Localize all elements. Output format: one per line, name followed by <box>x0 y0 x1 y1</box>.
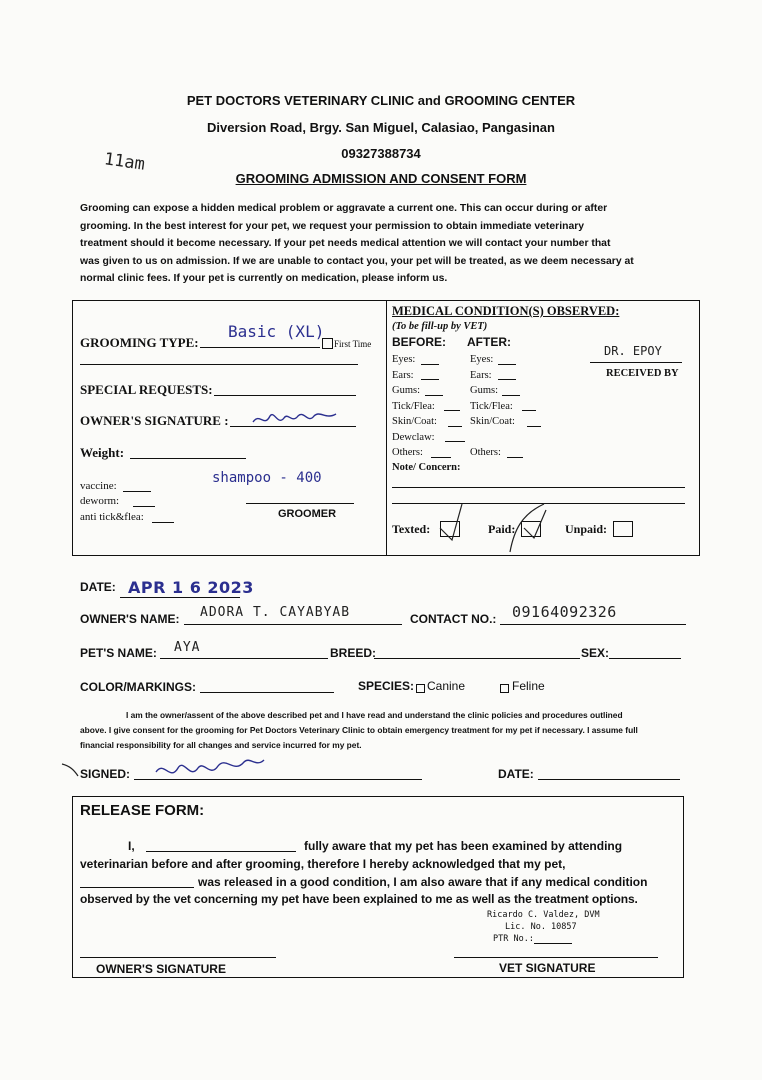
vaccine-label: vaccine: <box>80 480 117 492</box>
feline-label: Feline <box>512 679 545 693</box>
owner-signature-scribble <box>250 406 340 430</box>
received-by-name: DR. EPOY <box>604 344 662 358</box>
owner-signature-line[interactable] <box>80 957 276 958</box>
received-by-label: RECEIVED BY <box>606 368 679 379</box>
color-markings-field[interactable] <box>200 692 334 693</box>
first-time-checkbox[interactable] <box>322 338 333 349</box>
vet-lic-stamp: Lic. No. 10857 <box>505 922 577 932</box>
consent-line: I am the owner/assent of the above described pet and I have read and understand the clinic policies and procedures outlined <box>126 710 623 720</box>
deworm-label: deworm: <box>80 495 120 507</box>
before-item: Eyes: <box>392 354 416 365</box>
first-time-label: First Time <box>334 339 372 349</box>
release-line3: was released in a good condition, I am also aware that if any medical condition <box>198 875 648 889</box>
paid-label: Paid: <box>488 522 516 536</box>
release-i: I, <box>128 839 135 853</box>
groomer-field[interactable] <box>246 503 354 504</box>
pet-name-value[interactable]: AYA <box>174 640 201 655</box>
canine-checkbox[interactable] <box>416 684 425 693</box>
canine-label: Canine <box>427 679 466 693</box>
date-stamp[interactable]: APR 1 6 2023 <box>128 578 254 597</box>
owner-name-label: OWNER'S NAME: <box>80 612 180 626</box>
intro-line: grooming. In the best interest for your pet, we request your permission to obtain immediate veterinary <box>80 220 585 232</box>
after-item: Eyes: <box>470 354 494 365</box>
pet-name-label: PET'S NAME: <box>80 646 157 660</box>
contact-label: CONTACT NO.: <box>410 612 497 626</box>
clinic-phone: 09327388734 <box>341 146 421 161</box>
before-item: Dewclaw: <box>392 431 435 443</box>
after-item: Tick/Flea: <box>470 400 513 412</box>
signed-date-label: DATE: <box>498 767 534 781</box>
before-item: Skin/Coat: <box>392 416 437 427</box>
color-markings-label: COLOR/MARKINGS: <box>80 680 196 694</box>
consent-paragraph <box>80 708 690 753</box>
after-item: Skin/Coat: <box>470 416 515 427</box>
release-line1: fully aware that my pet has been examined by attending <box>304 839 623 853</box>
release-line4: observed by the vet concerning my pet have been explained to me as well as the treatment options. <box>80 892 638 906</box>
special-requests-field[interactable] <box>214 395 356 396</box>
after-list <box>470 352 515 461</box>
date-label: DATE: <box>80 580 116 594</box>
before-label: BEFORE: <box>392 335 446 349</box>
release-title: RELEASE FORM: <box>80 802 205 819</box>
release-name-field[interactable] <box>146 851 296 852</box>
consent-line: financial responsibility for all changes and service incurred for my pet. <box>80 740 362 750</box>
after-item: Ears: <box>470 369 492 381</box>
contact-value[interactable]: 09164092326 <box>512 603 617 621</box>
unpaid-label: Unpaid: <box>565 522 608 536</box>
sex-label: SEX: <box>581 646 610 660</box>
before-item: Ears: <box>392 369 414 381</box>
signed-label: SIGNED: <box>80 767 131 781</box>
intro-paragraph <box>80 200 690 288</box>
note-field[interactable] <box>392 487 685 488</box>
intro-line: Grooming can expose a hidden medical problem or aggravate a current one. This can occur during or after <box>80 203 608 214</box>
texted-label: Texted: <box>392 522 431 536</box>
weight-label: Weight: <box>80 445 125 460</box>
anti-tick-label: anti tick&flea: <box>80 511 144 523</box>
box-divider <box>386 300 387 556</box>
medical-subtitle: (To be fill-up by VET) <box>392 321 488 332</box>
release-line2: veterinarian before and after grooming, therefore I hereby acknowledged that my pet, <box>80 857 566 871</box>
before-item: Tick/Flea: <box>392 400 435 412</box>
vet-name-stamp: Ricardo C. Valdez, DVM <box>487 910 600 920</box>
special-requests-label: SPECIAL REQUESTS: <box>80 382 213 397</box>
after-item: Others: <box>470 447 501 458</box>
owner-signature-label: OWNER'S SIGNATURE : <box>80 413 229 428</box>
vet-signature-line[interactable] <box>454 957 658 958</box>
breed-field[interactable] <box>374 658 580 659</box>
vet-signature-caption: VET SIGNATURE <box>499 961 596 975</box>
intro-line: normal clinic fees. If your pet is currently on medication, please inform us. <box>80 273 448 284</box>
breed-label: BREED: <box>330 646 377 660</box>
owner-signature-caption: OWNER'S SIGNATURE <box>96 962 226 976</box>
owner-name-value[interactable]: ADORA T. CAYABYAB <box>200 605 351 620</box>
groomer-label: GROOMER <box>278 508 337 520</box>
intro-line: was given to us on admission. If we are unable to contact you, your pet will be treated, as we deem necessary at <box>80 255 634 267</box>
note-label: Note/ Concern: <box>392 462 461 473</box>
after-item: Gums: <box>470 385 499 396</box>
clinic-address: Diversion Road, Brgy. San Miguel, Calasiao, Pangasinan <box>207 120 555 135</box>
after-label: AFTER: <box>467 335 511 349</box>
unpaid-checkbox[interactable] <box>613 521 633 537</box>
release-pet-field[interactable] <box>80 887 194 888</box>
sex-field[interactable] <box>609 658 681 659</box>
before-item: Others: <box>392 447 423 458</box>
consent-line: above. I give consent for the grooming for Pet Doctors Veterinary Clinic to obtain emergency treatment for my pet if necessary. I assume full <box>80 725 638 735</box>
signed-scribble <box>60 752 270 788</box>
intro-line: treatment should it become necessary. If your pet needs medical attention we will contact your number that <box>80 238 611 249</box>
before-list <box>392 352 437 461</box>
vet-ptr-stamp: PTR No.: <box>493 934 534 944</box>
clinic-name: PET DOCTORS VETERINARY CLINIC and GROOMING CENTER <box>186 93 576 108</box>
checkmark-scribbles <box>434 500 564 558</box>
form-title: GROOMING ADMISSION AND CONSENT FORM <box>235 171 527 186</box>
grooming-type-value[interactable]: Basic (XL) <box>228 322 325 341</box>
before-item: Gums: <box>392 385 421 396</box>
feline-checkbox[interactable] <box>500 684 509 693</box>
signed-date-field[interactable] <box>538 779 680 780</box>
weight-field[interactable] <box>130 458 246 459</box>
grooming-type-label: GROOMING TYPE: <box>80 335 199 350</box>
time-note: 11am <box>102 149 147 175</box>
groomer-note: shampoo - 400 <box>212 470 322 486</box>
medical-title: MEDICAL CONDITION(S) OBSERVED: <box>392 304 620 318</box>
species-label: SPECIES: <box>358 679 415 693</box>
